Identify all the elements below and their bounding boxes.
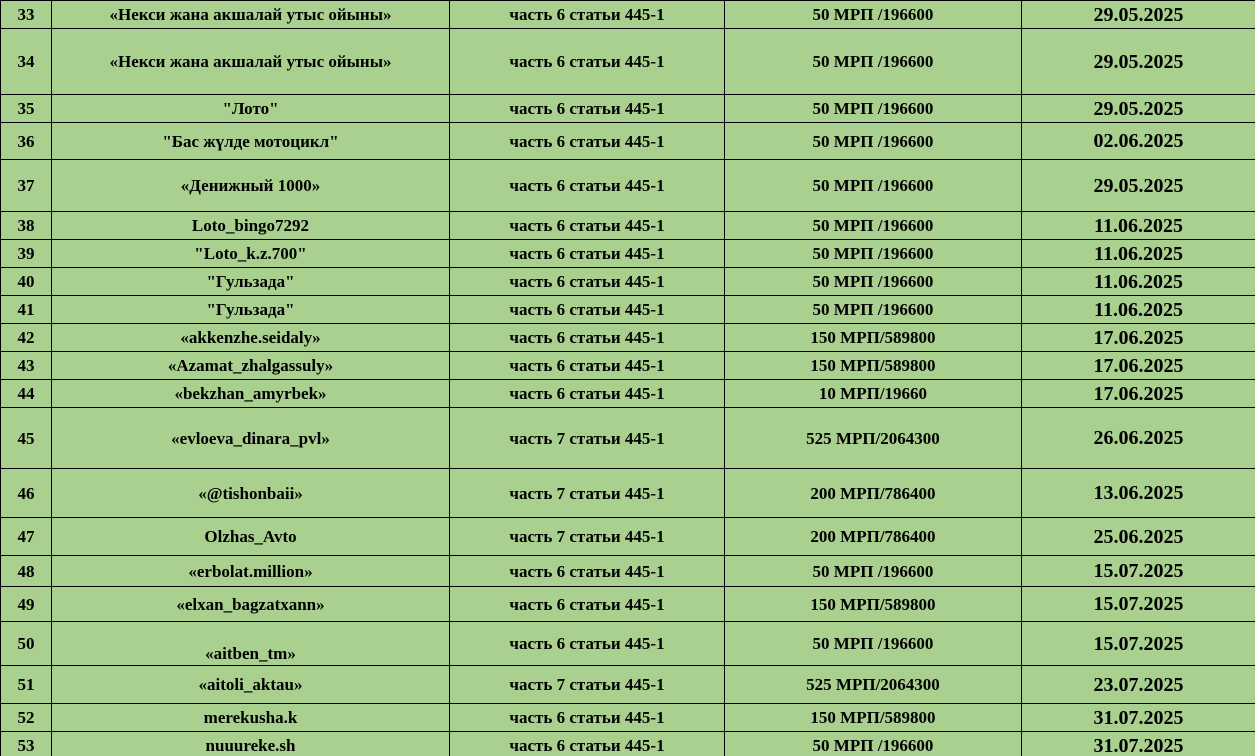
fine-amount: 200 МРП/786400: [725, 518, 1022, 556]
account-name: «Денижный 1000»: [52, 160, 450, 212]
row-number: 46: [1, 469, 52, 518]
fine-amount: 150 МРП/589800: [725, 324, 1022, 352]
table-row: [1, 160, 1255, 212]
law-article: часть 6 статьи 445-1: [450, 704, 725, 732]
account-name: «aitoli_aktau»: [52, 666, 450, 704]
law-article: часть 6 статьи 445-1: [450, 380, 725, 408]
fine-amount: 525 МРП/2064300: [725, 666, 1022, 704]
fine-amount: 50 МРП /196600: [725, 1, 1022, 29]
decision-date: 11.06.2025: [1022, 240, 1255, 268]
row-number: 42: [1, 324, 52, 352]
decision-date: 11.06.2025: [1022, 268, 1255, 296]
fine-amount: 200 МРП/786400: [725, 469, 1022, 518]
decision-date: 29.05.2025: [1022, 29, 1255, 95]
table-row: [1, 352, 1255, 380]
fine-amount: 50 МРП /196600: [725, 732, 1022, 756]
account-name: nuuureke.sh: [52, 732, 450, 756]
fine-amount: 50 МРП /196600: [725, 268, 1022, 296]
law-article: часть 6 статьи 445-1: [450, 556, 725, 587]
law-article: часть 6 статьи 445-1: [450, 324, 725, 352]
fine-amount: 50 МРП /196600: [725, 212, 1022, 240]
law-article: часть 6 статьи 445-1: [450, 212, 725, 240]
decision-date: 17.06.2025: [1022, 380, 1255, 408]
decision-date: 17.06.2025: [1022, 352, 1255, 380]
decision-date: 29.05.2025: [1022, 1, 1255, 29]
account-name: «elxan_bagzatxann»: [52, 587, 450, 622]
fine-amount: 50 МРП /196600: [725, 622, 1022, 666]
fine-amount: 150 МРП/589800: [725, 704, 1022, 732]
account-name: «@tishonbaii»: [52, 469, 450, 518]
row-number: 33: [1, 1, 52, 29]
row-number: 36: [1, 123, 52, 160]
law-article: часть 6 статьи 445-1: [450, 587, 725, 622]
account-name: "Лото": [52, 95, 450, 123]
account-name: "Гульзада": [52, 296, 450, 324]
table-row: [1, 469, 1255, 518]
table-row: [1, 240, 1255, 268]
row-number: 41: [1, 296, 52, 324]
fine-amount: 150 МРП/589800: [725, 352, 1022, 380]
table-row: [1, 380, 1255, 408]
account-name: «evloeva_dinara_pvl»: [52, 408, 450, 469]
table-row: [1, 666, 1255, 704]
account-name: Olzhas_Avto: [52, 518, 450, 556]
decision-date: 23.07.2025: [1022, 666, 1255, 704]
decision-date: 15.07.2025: [1022, 587, 1255, 622]
decision-date: 25.06.2025: [1022, 518, 1255, 556]
law-article: часть 7 статьи 445-1: [450, 408, 725, 469]
row-number: 44: [1, 380, 52, 408]
decision-date: 29.05.2025: [1022, 160, 1255, 212]
decision-date: 26.06.2025: [1022, 408, 1255, 469]
law-article: часть 6 статьи 445-1: [450, 1, 725, 29]
table-row: [1, 1, 1255, 29]
row-number: 35: [1, 95, 52, 123]
law-article: часть 6 статьи 445-1: [450, 160, 725, 212]
decision-date: 31.07.2025: [1022, 704, 1255, 732]
decision-date: 15.07.2025: [1022, 622, 1255, 666]
law-article: часть 6 статьи 445-1: [450, 240, 725, 268]
fine-amount: 10 МРП/19660: [725, 380, 1022, 408]
law-article: часть 7 статьи 445-1: [450, 518, 725, 556]
row-number: 53: [1, 732, 52, 756]
table-row: [1, 95, 1255, 123]
decision-date: 11.06.2025: [1022, 296, 1255, 324]
table-row: [1, 518, 1255, 556]
row-number: 47: [1, 518, 52, 556]
row-number: 38: [1, 212, 52, 240]
fine-amount: 50 МРП /196600: [725, 160, 1022, 212]
law-article: часть 6 статьи 445-1: [450, 352, 725, 380]
row-number: 48: [1, 556, 52, 587]
decision-date: 13.06.2025: [1022, 469, 1255, 518]
row-number: 40: [1, 268, 52, 296]
law-article: часть 6 статьи 445-1: [450, 622, 725, 666]
fine-amount: 50 МРП /196600: [725, 240, 1022, 268]
law-article: часть 6 статьи 445-1: [450, 268, 725, 296]
table-row: [1, 408, 1255, 469]
law-article: часть 7 статьи 445-1: [450, 666, 725, 704]
row-number: 49: [1, 587, 52, 622]
law-article: часть 6 статьи 445-1: [450, 732, 725, 756]
fine-amount: 50 МРП /196600: [725, 556, 1022, 587]
table-row: [1, 704, 1255, 732]
decision-date: 31.07.2025: [1022, 732, 1255, 756]
row-number: 39: [1, 240, 52, 268]
fine-amount: 50 МРП /196600: [725, 95, 1022, 123]
table-row: [1, 622, 1255, 666]
table-row: [1, 268, 1255, 296]
law-article: часть 6 статьи 445-1: [450, 95, 725, 123]
decision-date: 02.06.2025: [1022, 123, 1255, 160]
row-number: 51: [1, 666, 52, 704]
row-number: 43: [1, 352, 52, 380]
table-row: [1, 556, 1255, 587]
law-article: часть 6 статьи 445-1: [450, 123, 725, 160]
decision-date: 29.05.2025: [1022, 95, 1255, 123]
row-number: 50: [1, 622, 52, 666]
account-name: Loto_bingo7292: [52, 212, 450, 240]
row-number: 45: [1, 408, 52, 469]
law-article: часть 6 статьи 445-1: [450, 296, 725, 324]
decision-date: 17.06.2025: [1022, 324, 1255, 352]
table-row: [1, 29, 1255, 95]
account-name: «Некси жана акшалай утыс ойыны»: [52, 1, 450, 29]
account-name: «Azamat_zhalgassuly»: [52, 352, 450, 380]
decision-date: 11.06.2025: [1022, 212, 1255, 240]
decision-date: 15.07.2025: [1022, 556, 1255, 587]
law-article: часть 7 статьи 445-1: [450, 469, 725, 518]
account-name: «erbolat.million»: [52, 556, 450, 587]
fine-amount: 50 МРП /196600: [725, 123, 1022, 160]
fine-amount: 525 МРП/2064300: [725, 408, 1022, 469]
law-article: часть 6 статьи 445-1: [450, 29, 725, 95]
fine-amount: 50 МРП /196600: [725, 296, 1022, 324]
row-number: 34: [1, 29, 52, 95]
account-name: "Бас жүлде мотоцикл": [52, 123, 450, 160]
fine-amount: 150 МРП/589800: [725, 587, 1022, 622]
account-name: "Loto_k.z.700": [52, 240, 450, 268]
table-row: [1, 324, 1255, 352]
account-name: merekusha.k: [52, 704, 450, 732]
table-row: [1, 296, 1255, 324]
table-row: [1, 123, 1255, 160]
row-number: 37: [1, 160, 52, 212]
account-name: "Гульзада": [52, 268, 450, 296]
row-number: 52: [1, 704, 52, 732]
account-name: «akkenzhe.seidaly»: [52, 324, 450, 352]
account-name: «aitben_tm»: [52, 622, 450, 666]
table-row: [1, 732, 1255, 756]
account-name: «bekzhan_amyrbek»: [52, 380, 450, 408]
account-name: «Некси жана акшалай утыс ойыны»: [52, 29, 450, 95]
table-row: [1, 587, 1255, 622]
table-row: [1, 212, 1255, 240]
fine-amount: 50 МРП /196600: [725, 29, 1022, 95]
